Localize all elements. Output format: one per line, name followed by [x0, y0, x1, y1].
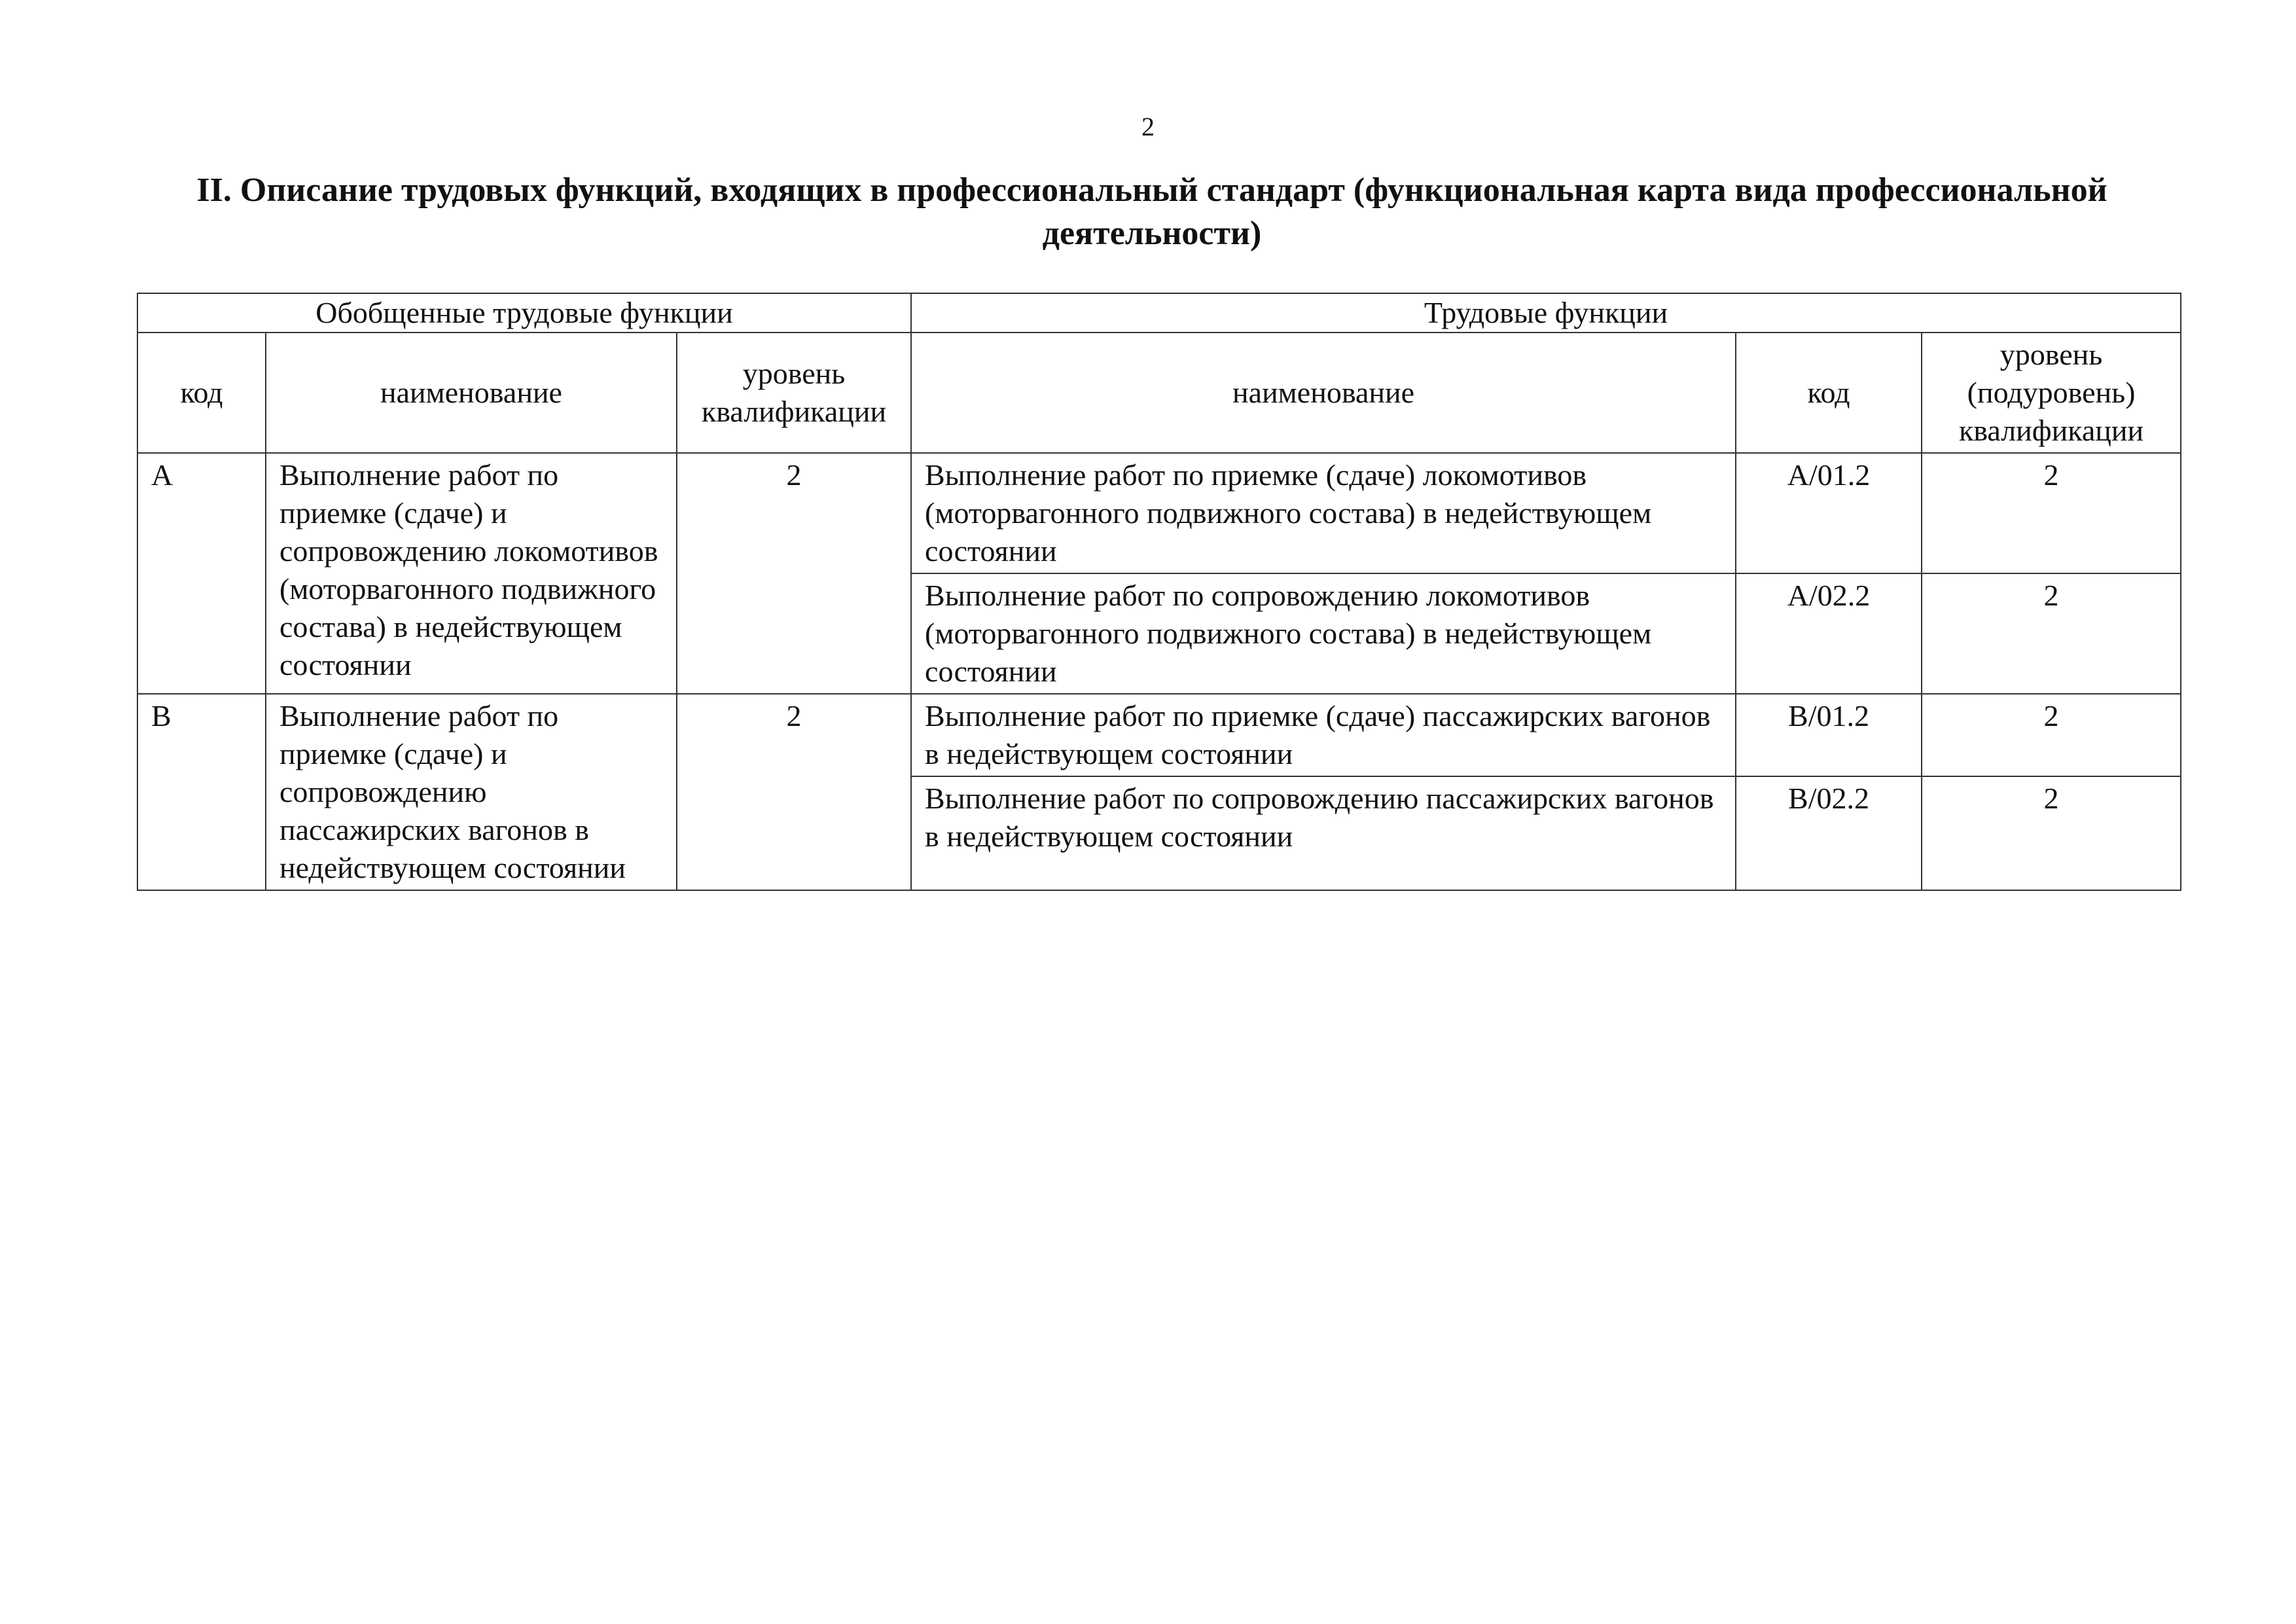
- group-header-row: [137, 293, 2181, 333]
- group-level: 2: [677, 694, 911, 890]
- section-title: II. Описание трудовых функций, входящих в профессиональный стандарт (функциональная карта вида профессиональной деятельности): [196, 171, 2108, 252]
- function-level: 2: [1922, 573, 2181, 694]
- table-row: [137, 453, 2181, 573]
- function-level: 2: [1922, 694, 2181, 776]
- function-code: A/02.2: [1736, 573, 1922, 694]
- group-code: B: [137, 694, 266, 890]
- header-gen-level: уровень квалификации: [677, 333, 911, 453]
- functional-map-table: [137, 293, 2181, 891]
- table-row: [137, 694, 2181, 776]
- header-gen-name: наименование: [266, 333, 677, 453]
- column-header-row: [137, 333, 2181, 453]
- header-gen-code: код: [137, 333, 266, 453]
- group-name: Выполнение работ по приемке (сдаче) и сопровождению локомотивов (моторвагонного подвижного состава) в недействующем состоянии: [266, 453, 677, 694]
- function-code: A/01.2: [1736, 453, 1922, 573]
- group-code: A: [137, 453, 266, 694]
- function-name: Выполнение работ по сопровождению локомотивов (моторвагонного подвижного состава) в недействующем состоянии: [911, 573, 1736, 694]
- function-name: Выполнение работ по сопровождению пассажирских вагонов в недействующем состоянии: [911, 776, 1736, 890]
- page-number: 2: [1141, 112, 1155, 141]
- header-labor-functions: Трудовые функции: [911, 293, 2181, 333]
- function-name: Выполнение работ по приемке (сдаче) локомотивов (моторвагонного подвижного состава) в недействующем состоянии: [911, 453, 1736, 573]
- header-tf-code: код: [1736, 333, 1922, 453]
- group-level: 2: [677, 453, 911, 694]
- group-name: Выполнение работ по приемке (сдаче) и сопровождению пассажирских вагонов в недействующем состоянии: [266, 694, 677, 890]
- header-generalized-functions: Обобщенные трудовые функции: [137, 293, 911, 333]
- header-tf-level: уровень (подуровень) квалификации: [1922, 333, 2181, 453]
- function-level: 2: [1922, 453, 2181, 573]
- function-name: Выполнение работ по приемке (сдаче) пассажирских вагонов в недействующем состоянии: [911, 694, 1736, 776]
- function-level: 2: [1922, 776, 2181, 890]
- function-code: B/02.2: [1736, 776, 1922, 890]
- function-code: B/01.2: [1736, 694, 1922, 776]
- header-tf-name: наименование: [911, 333, 1736, 453]
